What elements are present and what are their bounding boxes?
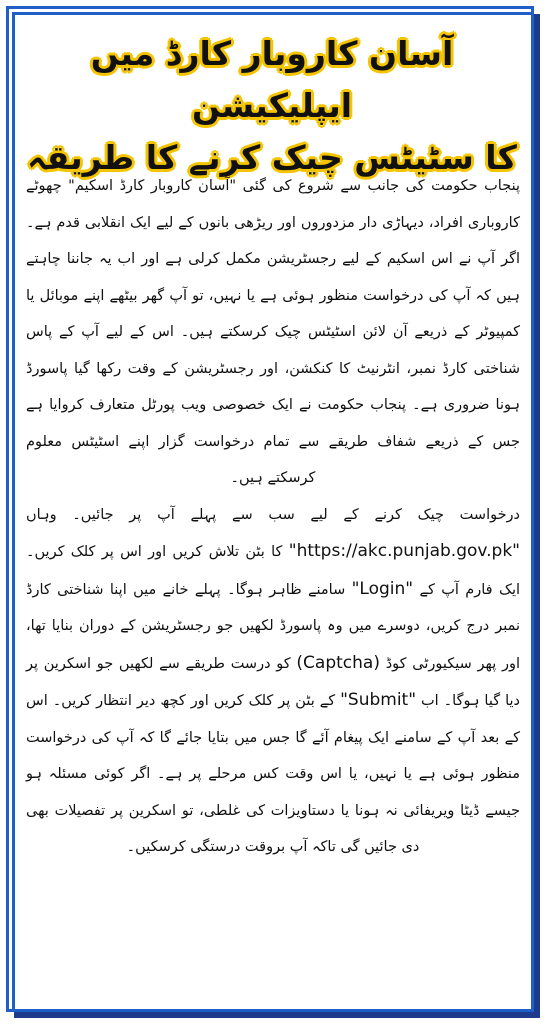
title-line-1: آسان کاروبار کارڈ میں ایپلیکیشن — [90, 34, 454, 125]
steps-intro: درخواست چیک کرنے کے لیے سب سے پہلے آپ — [157, 506, 521, 523]
paragraph-intro: پنجاب حکومت کی جانب سے شروع کی گئی "آسان کاروبار کارڈ اسکیم" چھوٹے کاروباری افراد، دیہاڑی دار مزدوروں اور ریڑھی بانوں کے لیے ایک انقلابی قدم ہے۔ اگر آپ نے اس اسکیم کے لیے رجسٹریشن مکمل کرلی ہے اور اب یہ جاننا چاہتے ہیں کہ آپ کی درخواست منظور ہوئی ہے یا نہیں، تو آپ گھر بیٹھے اپنے موبائل یا کمپیوٹر کے ذریعے آن لائن اسٹیٹس چیک کرسکتے ہیں۔ اس کے لیے آپ کے پاس شناختی کارڈ نمبر، انٹرنیٹ کا کنکشن، اور رجسٹریشن کے وقت رکھا گیا پاسورڈ ہونا ضروری ہے۔ پنجاب حکومت نے ایک خصوصی ویب پورٹل متعارف کروایا ہے جس کے ذریعے شفاف طریقے سے تمام درخواست گزار اپنے اسٹیٹس معلوم کرسکتے ہیں۔ — [26, 178, 520, 486]
article-title — [22, 28, 522, 184]
paragraph-steps — [26, 497, 520, 866]
steps-before-url: پر جائیں۔ وہاں — [26, 506, 142, 523]
title-line-2: کا سٹیٹس چیک کرنے کا طریقہ — [27, 138, 517, 177]
captcha-word: (Captcha) — [296, 652, 380, 673]
steps-after-captcha: کو درست طریقے سے لکھیں جو اسکرین پر دیا گیا ہوگا۔ اب — [26, 655, 521, 709]
steps-ending: آپ کے سامنے ایک پیغام آئے گا جس میں بتایا جائے گا کہ آپ کی درخواست منظور ہوئی ہے یا نہیں، یا اس وقت کس مرحلے پر ہے۔ اگر کوئی مسئلہ ہو جیسے ڈیٹا ویریفائی نہ ہونا یا دستاویزات کی غلطی، تو اسکرین پر تفصیلات بھی دی جائیں گی تاکہ آپ بروقت درستگی کرسکیں۔ — [26, 729, 520, 855]
steps-login-prefix: کا بٹن تلاش کریں اور اس پر کلک کریں۔ ایک فارم آپ کے — [26, 544, 521, 598]
submit-word: "Submit" — [340, 690, 417, 710]
steps-submit-prefix: کے بٹن پر کلک کریں اور کچھ دیر انتظار کریں۔ اس کے بعد — [26, 693, 520, 746]
steps-after-login: سامنے ظاہر ہوگا۔ پہلے خانے میں اپنا شناختی کارڈ نمبر درج کریں، دوسرے میں وہ پاسورڈ لکھیں جو رجسٹریشن کے دوران بنایا تھا، اور پھر سیکیورٹی کوڈ — [26, 581, 521, 672]
portal-url-text: "https://akc.punjab.gov.pk" — [288, 541, 520, 561]
article-body — [26, 168, 520, 866]
login-word: "Login" — [351, 578, 414, 599]
